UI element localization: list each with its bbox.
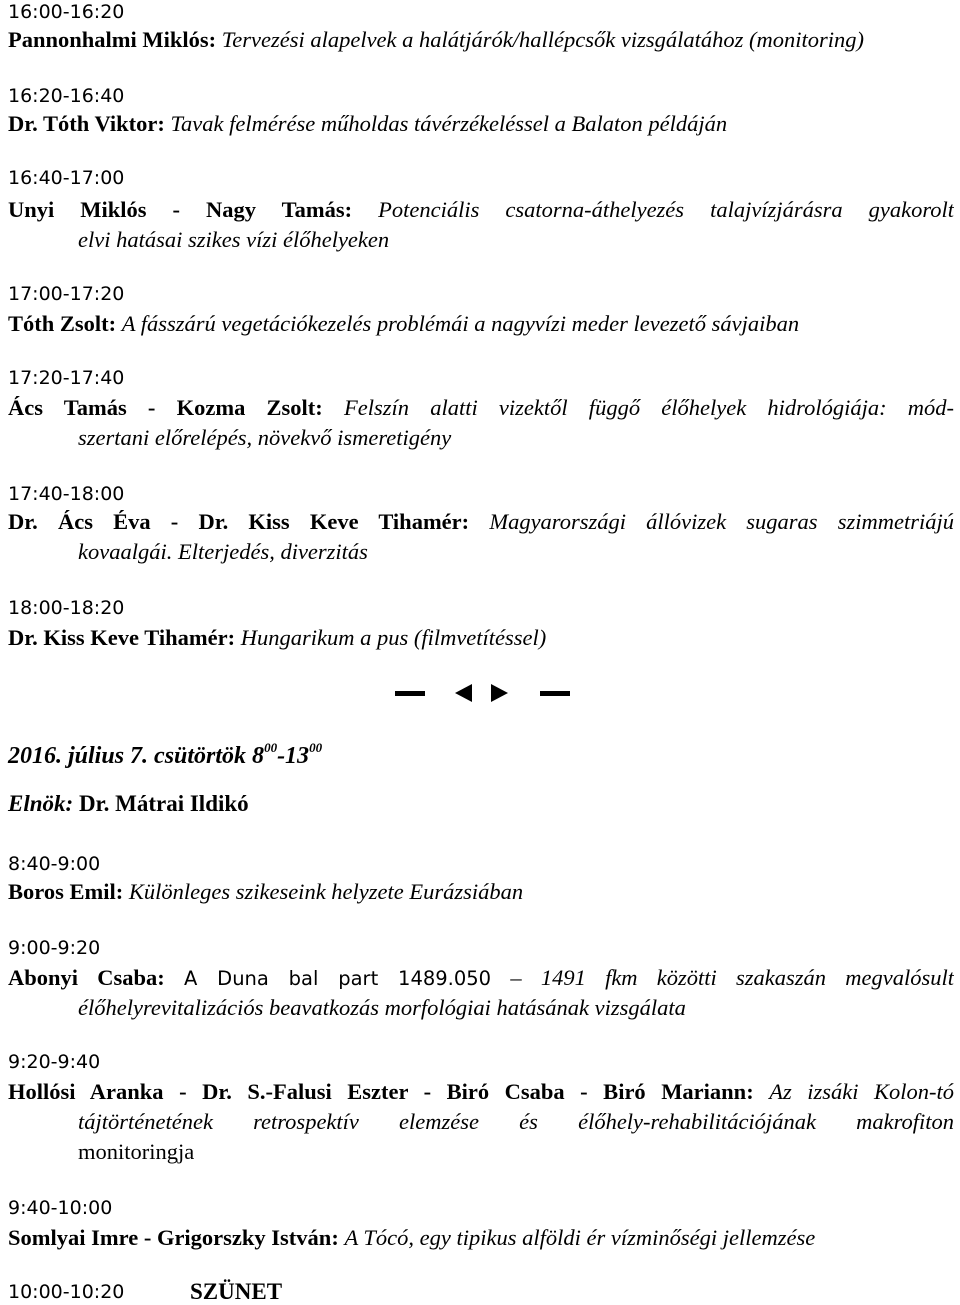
session-title: Magyarországi állóvizek sugaras szimmetriájú [489,509,954,534]
break-label: SZÜNET [190,1279,283,1304]
session-title: Az izsáki Kolon-tó [769,1079,954,1104]
session-title: A fásszárú vegetációkezelés problémái a nagyvízi meder levezető sávjaiban [121,311,800,336]
triangle-right-icon [491,684,508,702]
session-speaker: Hollósi Aranka - Dr. S.-Falusi Eszter - Biró Csaba - Biró Mariann: [8,1079,754,1104]
session-title-continued [78,1138,954,1166]
session-entry [8,110,954,138]
session-entry [8,878,954,906]
chair-name: Dr. Mátrai Ildikó [78,791,249,816]
session-time: 16:40-17:00 [8,167,125,189]
session-title: kovaalgái. Elterjedés, diverzitás [78,539,368,564]
title-separator: – [491,965,541,990]
session-title-plain: A Duna bal part 1489.050 [184,967,492,990]
session-time: 9:00-9:20 [8,937,101,959]
session-title-continued [78,538,954,566]
session-title: A Tócó, egy tipikus alföldi ér vízminőségi jellemzése [344,1225,816,1250]
day-date: 2016. július 7. csütörtök 8 [8,743,265,769]
session-title-continued [78,1108,954,1136]
session-time: 17:40-18:00 [8,483,125,505]
session-speaker: Somlyai Imre - Grigorszky István: [8,1225,339,1250]
session-title: Különleges szikeseink helyzete Eurázsiában [128,879,524,904]
session-title-continued [78,226,954,254]
session-time: 17:00-17:20 [8,283,125,305]
session-speaker: Dr. Tóth Viktor: [8,111,165,136]
triangle-left-icon [455,684,472,702]
session-title: Tervezési alapelvek a halátjárók/hallépcsők vizsgálatához (monitoring) [221,27,865,52]
session-title: szertani előrelépés, növekvő ismeretigény [78,425,452,450]
session-title: 1491 fkm közötti szakaszán megvalósult [540,965,954,990]
chair-label: Elnök: [8,791,74,816]
session-entry [8,26,954,54]
session-time: 10:00-10:20 [8,1281,125,1303]
session-time: 16:00-16:20 [8,1,125,23]
session-title: Potenciális csatorna-áthelyezés talajvízjárásra gyakorolt [378,197,954,222]
session-entry [8,1078,954,1106]
session-time: 9:20-9:40 [8,1051,101,1073]
session-time: 8:40-9:00 [8,853,101,875]
session-speaker: Abonyi Csaba: [8,965,165,990]
session-entry [8,196,954,224]
session-entry [8,394,954,422]
dash-icon [540,691,570,696]
session-entry [8,1224,954,1252]
session-title: Tavak felmérése műholdas távérzékeléssel a Balaton példáján [170,111,728,136]
day-end: -13 [277,743,310,769]
session-speaker: Dr. Kiss Keve Tihamér: [8,625,236,650]
session-title-continued [78,424,954,452]
session-speaker: Tóth Zsolt: [8,311,117,336]
session-speaker: Boros Emil: [8,879,124,904]
session-entry [8,508,954,536]
session-title: monitoringja [78,1139,195,1164]
day-heading [8,732,322,772]
chair-line [8,790,249,818]
session-title: tájtörténetének retrospektív elemzése és élőhely-rehabilitációjának makrofiton [78,1109,954,1134]
session-title-continued [78,994,954,1022]
day-end-minutes: 00 [309,740,323,755]
session-time: 18:00-18:20 [8,597,125,619]
session-time: 9:40-10:00 [8,1197,113,1219]
session-entry [8,964,954,992]
session-speaker: Ács Tamás - Kozma Zsolt: [8,395,323,420]
session-speaker: Dr. Ács Éva - Dr. Kiss Keve Tihamér: [8,509,470,534]
session-title: Felszín alatti vizektől függő élőhelyek hidrológiája: mód- [344,395,954,420]
day-start-minutes: 00 [264,740,278,755]
session-entry [8,310,954,338]
session-time: 17:20-17:40 [8,367,125,389]
dash-icon [395,691,425,696]
session-time: 16:20-16:40 [8,85,125,107]
session-title: elvi hatásai szikes vízi élőhelyeken [78,227,390,252]
session-speaker: Pannonhalmi Miklós: [8,27,217,52]
session-speaker: Unyi Miklós - Nagy Tamás: [8,197,353,222]
session-entry [8,624,954,652]
session-title: Hungarikum a pus (filmvetítéssel) [240,625,547,650]
session-title: élőhelyrevitalizációs beavatkozás morfológiai hatásának vizsgálata [78,995,686,1020]
